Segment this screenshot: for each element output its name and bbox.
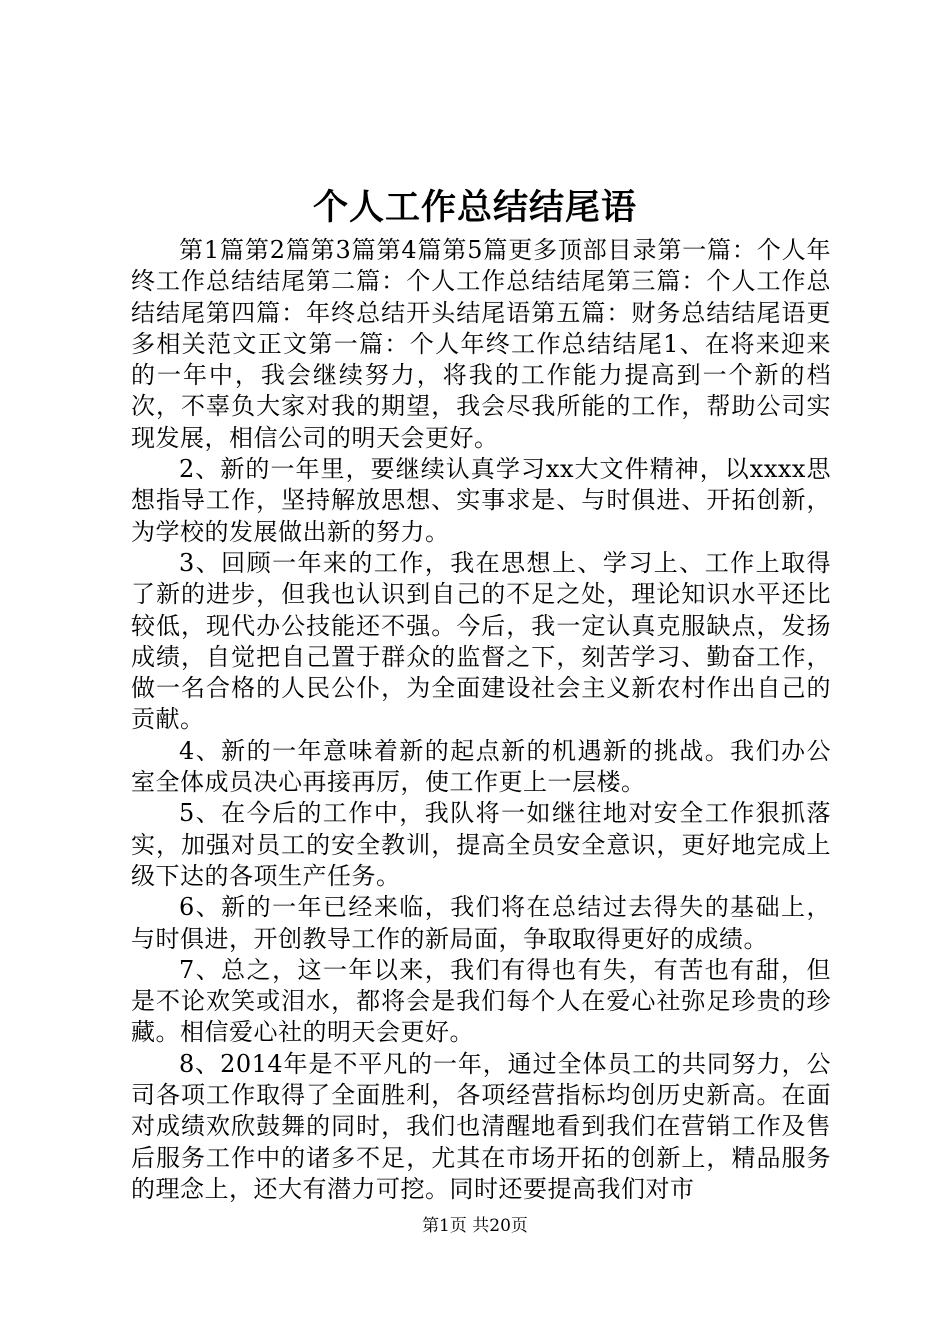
- paragraph-2: 2、新的一年里，要继续认真学习xx大文件精神，以xxxx思想指导工作，坚持解放思想、实事求是、与时俱进、开拓创新，为学校的发展做出新的努力。: [131, 455, 831, 546]
- paragraph-4: 4、新的一年意味着新的起点新的机遇新的挑战。我们办公室全体成员决心再接再厉，使工作更上一层楼。: [131, 736, 831, 797]
- paragraph-5: 5、在今后的工作中，我队将一如继往地对安全工作狠抓落实，加强对员工的安全教训，提高全员安全意识，更好地完成上级下达的各项生产任务。: [131, 799, 831, 890]
- paragraph-6: 6、新的一年已经来临，我们将在总结过去得失的基础上，与时俱进，开创教导工作的新局面，争取取得更好的成绩。: [131, 893, 831, 953]
- document-title: 个人工作总结结尾语: [312, 187, 637, 228]
- paragraph-7: 7、总之，这一年以来，我们有得也有失，有苦也有甜，但是不论欢笑或泪水，都将会是我们每个人在爱心社弥足珍贵的珍藏。相信爱心社的明天会更好。: [131, 955, 831, 1047]
- document-body: [131, 235, 831, 1205]
- paragraph-1: 第1篇第2篇第3篇第4篇第5篇更多顶部目录第一篇：个人年终工作总结结尾第二篇：个人工作总结结尾第三篇：个人工作总结结尾第四篇：年终总结开头结尾语第五篇：财务总结结尾语更多相关范文正文第一篇：个人年终工作总结结尾1、在将来迎来的一年中，我会继续努力，将我的工作能力提高到一个新的档次，不辜负大家对我的期望，我会尽我所能的工作，帮助公司实现发展，相信公司的明天会更好。: [131, 236, 831, 452]
- paragraph-8: 8、2014年是不平凡的一年，通过全体员工的共同努力，公司各项工作取得了全面胜利，各项经营指标均创历史新高。在面对成绩欢欣鼓舞的同时，我们也清醒地看到我们在营销工作及售后服务工作中的诸多不足，尤其在市场开拓的创新上，精品服务的理念上，还大有潜力可挖。同时还要提高我们对市: [131, 1049, 831, 1203]
- page-number-footer: 第1页 共20页: [422, 1216, 528, 1236]
- paragraph-3: 3、回顾一年来的工作，我在思想上、学习上、工作上取得了新的进步，但我也认识到自己的不足之处，理论知识水平还比较低，现代办公技能还不强。今后，我一定认真克服缺点，发扬成绩，自觉把自己置于群众的监督之下，刻苦学习、勤奋工作，做一名合格的人民公仆，为全面建设社会主义新农村作出自己的贡献。: [131, 548, 831, 734]
